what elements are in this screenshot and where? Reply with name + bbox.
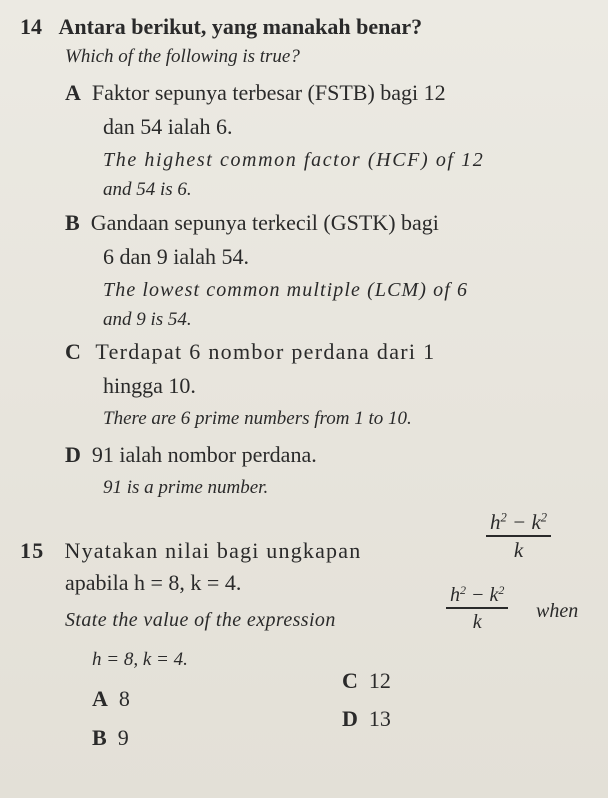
q15-option-a-value: 8	[118, 686, 130, 711]
q15-option-d	[342, 708, 391, 730]
q14-number: 14	[20, 14, 42, 39]
q14-option-d	[65, 444, 317, 466]
q14-option-c-en-1: There are 6 prime numbers from 1 to 10.	[103, 408, 412, 429]
q15-option-b-value: 9	[117, 725, 129, 750]
q14-option-b	[65, 212, 439, 234]
q14-option-b-en-1: The lowest common multiple (LCM) of 6	[103, 279, 469, 301]
q15-stem-en-1: State the value of the expression	[65, 609, 336, 631]
q15-fraction-ms-numerator: $h^2 - k^2$	[486, 512, 551, 537]
q14-stem-ms	[20, 16, 422, 38]
q15-fraction-en-numerator: $h^2 - k^2$	[446, 585, 508, 609]
q15-stem-ms-2: apabila h = 8, k = 4.	[65, 570, 242, 595]
q15-fraction-ms	[486, 512, 551, 561]
q15-option-b	[92, 727, 129, 749]
q14-stem-en: Which of the following is true?	[65, 46, 300, 67]
q14-option-c-ms-1: Terdapat 6 nombor perdana dari 1	[95, 339, 436, 364]
q15-option-c-letter: C	[342, 668, 358, 693]
q15-option-b-letter: B	[92, 725, 107, 750]
q15-option-d-value: 13	[368, 706, 391, 731]
q15-option-a-letter: A	[92, 686, 108, 711]
q15-fraction-en	[446, 582, 508, 633]
q15-option-c-value: 12	[368, 668, 391, 693]
q14-option-d-ms-1: 91 ialah nombor perdana.	[91, 442, 317, 467]
q14-option-b-en-2: and 9 is 54.	[103, 309, 192, 330]
q14-option-c-letter: C	[65, 339, 83, 364]
q15-stem-en-2: h = 8, k = 4.	[92, 649, 188, 670]
q14-option-b-ms-2: 6 dan 9 ialah 54.	[103, 244, 250, 269]
q14-stem-ms-text: Antara berikut, yang manakah benar?	[58, 14, 423, 39]
q15-stem-ms-1-text: Nyatakan nilai bagi ungkapan	[64, 538, 362, 563]
q14-option-c-ms-2: hingga 10.	[103, 373, 196, 398]
q15-stem-en-when: when	[536, 600, 579, 622]
q14-option-a-ms-1: Faktor sepunya terbesar (FSTB) bagi 12	[91, 80, 446, 105]
q14-option-a-ms-2: dan 54 ialah 6.	[103, 114, 233, 139]
q14-option-a-en-2: and 54 is 6.	[103, 179, 192, 200]
q14-option-a-letter: A	[65, 80, 81, 105]
q15-option-c	[342, 670, 391, 692]
q15-stem-ms-1	[20, 540, 361, 562]
q14-option-a	[65, 82, 446, 104]
q14-option-c	[65, 341, 435, 363]
q14-option-d-letter: D	[65, 442, 81, 467]
q14-option-b-letter: B	[65, 210, 80, 235]
q15-option-d-letter: D	[342, 706, 358, 731]
q14-option-b-ms-1: Gandaan sepunya terkecil (GSTK) bagi	[90, 210, 439, 235]
q15-number: 15	[20, 538, 45, 563]
q15-option-a	[92, 688, 130, 710]
q15-fraction-en-denominator: k	[472, 611, 482, 633]
q14-option-a-en-1: The highest common factor (HCF) of 12	[103, 149, 485, 171]
q15-fraction-ms-denominator: k	[513, 538, 524, 562]
q14-option-d-en-1: 91 is a prime number.	[103, 477, 269, 498]
